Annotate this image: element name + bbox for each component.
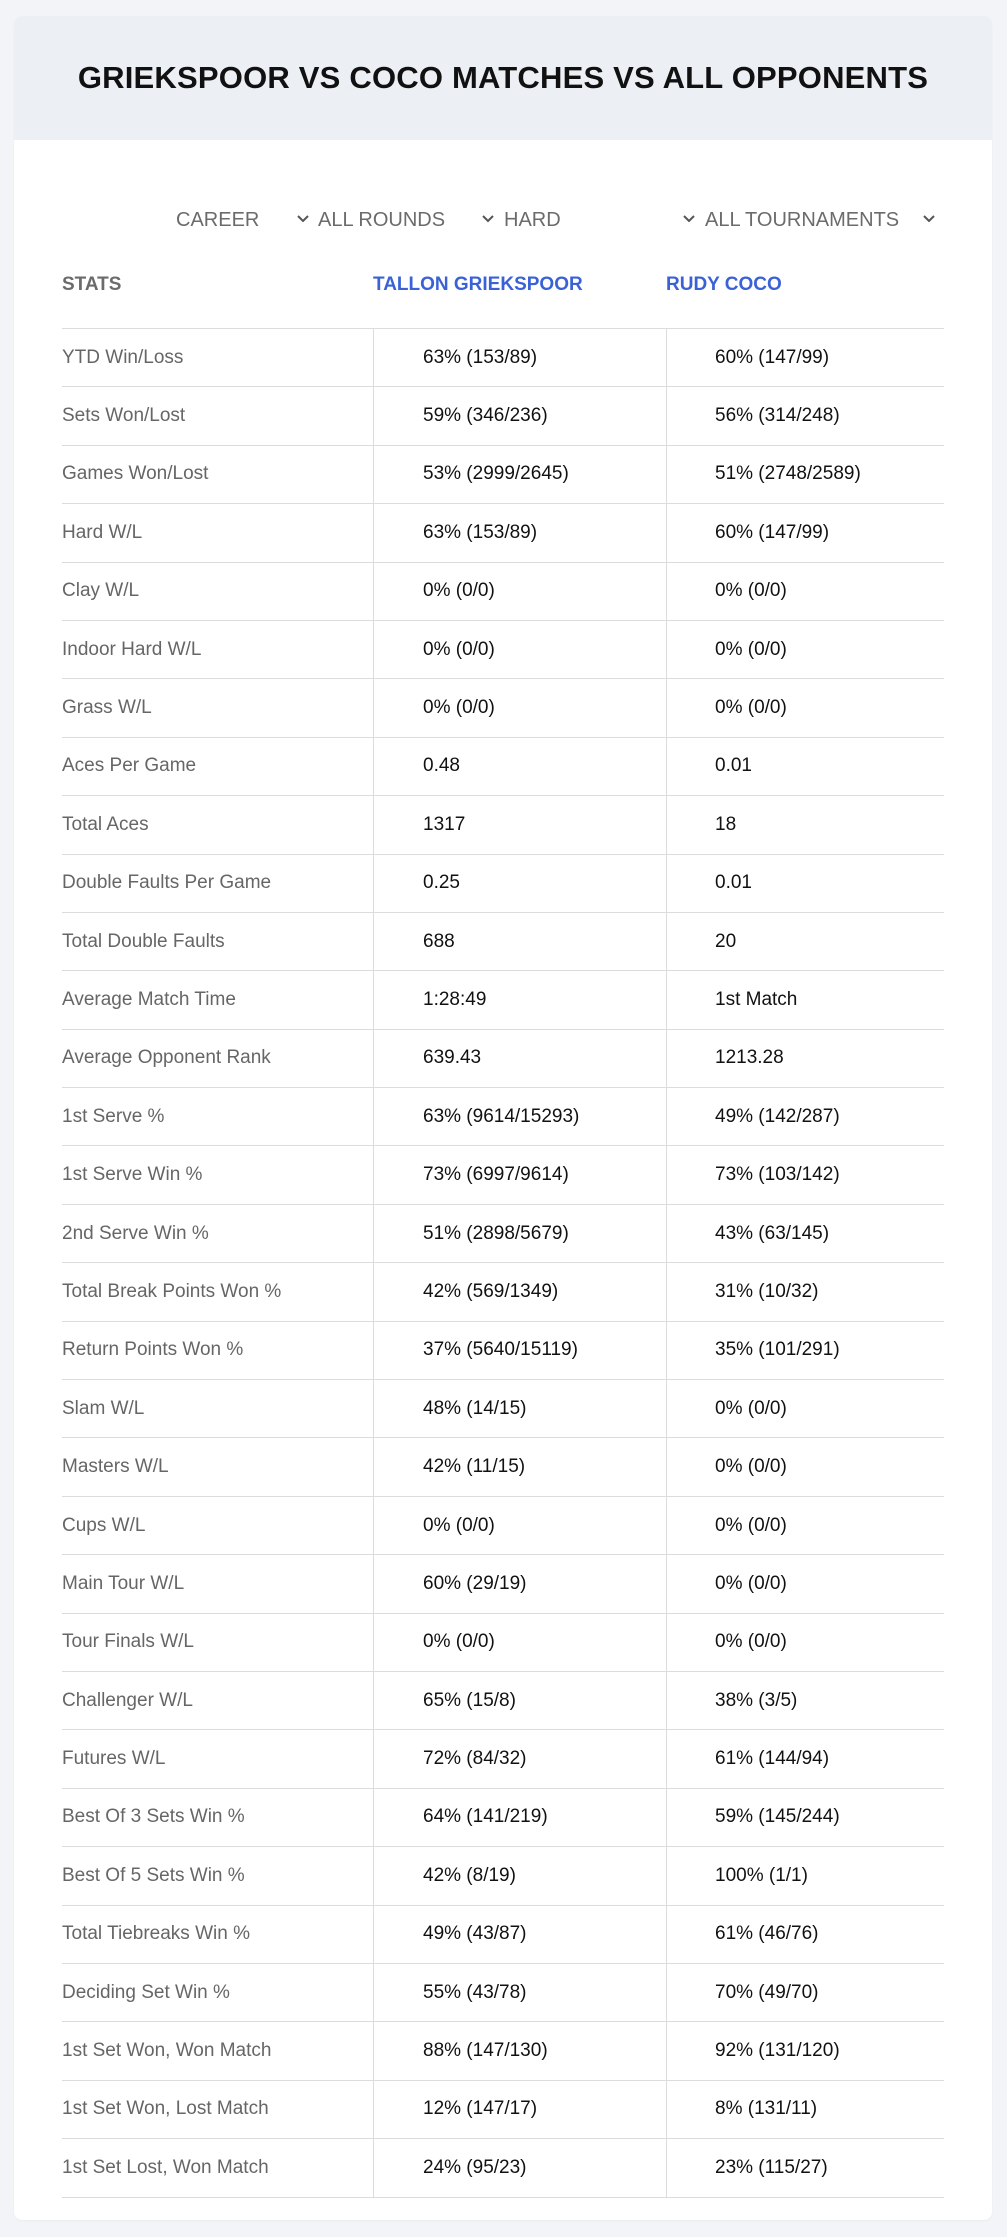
- player2-value: 0% (0/0): [666, 621, 944, 678]
- player1-value: 37% (5640/15119): [373, 1322, 666, 1379]
- table-row: [62, 796, 944, 854]
- filter-bar: [14, 196, 992, 244]
- stat-label: Clay W/L: [62, 580, 140, 602]
- stat-label: Aces Per Game: [62, 755, 197, 777]
- table-row: [62, 1614, 944, 1672]
- stat-label: Average Opponent Rank: [62, 1047, 271, 1069]
- stat-label: 1st Set Won, Won Match: [62, 2040, 272, 2062]
- stat-label: Double Faults Per Game: [62, 872, 272, 894]
- stat-label: 1st Serve %: [62, 1105, 165, 1127]
- player2-value: 20: [666, 913, 944, 970]
- player2-value: 43% (63/145): [666, 1205, 944, 1262]
- player2-value: 0% (0/0): [666, 1438, 944, 1495]
- player2-value: 56% (314/248): [666, 387, 944, 444]
- player2-value: 8% (131/11): [666, 2081, 944, 2138]
- player1-value: 65% (15/8): [373, 1672, 666, 1729]
- comparison-card: [14, 16, 992, 2220]
- stat-label: Cups W/L: [62, 1514, 146, 1536]
- player1-value: 12% (147/17): [373, 2081, 666, 2138]
- stat-label: 1st Serve Win %: [62, 1164, 203, 1186]
- table-row: [62, 621, 944, 679]
- stat-label: Total Break Points Won %: [62, 1280, 282, 1302]
- stat-label: Deciding Set Win %: [62, 1981, 230, 2003]
- player2-link[interactable]: RUDY COCO: [666, 274, 782, 295]
- table-row: [62, 446, 944, 504]
- table-row: [62, 1497, 944, 1555]
- stat-label: Total Aces: [62, 813, 149, 835]
- player1-value: 0% (0/0): [373, 621, 666, 678]
- filter-label: ALL ROUNDS: [318, 208, 446, 231]
- table-row: [62, 563, 944, 621]
- player2-value: 61% (46/76): [666, 1906, 944, 1963]
- stat-label: Return Points Won %: [62, 1339, 244, 1361]
- stat-label: Average Match Time: [62, 988, 236, 1010]
- player1-value: 1:28:49: [373, 971, 666, 1028]
- player1-value: 55% (43/78): [373, 1964, 666, 2021]
- table-row: [62, 1322, 944, 1380]
- tournaments-filter-select[interactable]: [705, 196, 938, 244]
- player2-value: 38% (3/5): [666, 1672, 944, 1729]
- player1-value: 0.25: [373, 855, 666, 912]
- player1-value: 24% (95/23): [373, 2139, 666, 2196]
- table-row: [62, 2081, 944, 2139]
- table-row: [62, 738, 944, 796]
- player1-value: 688: [373, 913, 666, 970]
- player2-value: 0% (0/0): [666, 679, 944, 736]
- filter-label: ALL TOURNAMENTS: [705, 208, 900, 231]
- table-row: [62, 1088, 944, 1146]
- player1-value: 1317: [373, 796, 666, 853]
- player2-value: 35% (101/291): [666, 1322, 944, 1379]
- player1-value: 63% (153/89): [373, 504, 666, 561]
- player2-value: 31% (10/32): [666, 1263, 944, 1320]
- stat-label: Total Double Faults: [62, 930, 225, 952]
- stats-column-header: STATS: [62, 274, 122, 295]
- stat-label: Grass W/L: [62, 697, 152, 719]
- player2-value: 1213.28: [666, 1030, 944, 1087]
- player2-value: 0% (0/0): [666, 563, 944, 620]
- table-row: [62, 1205, 944, 1263]
- stat-label: Tour Finals W/L: [62, 1631, 194, 1653]
- player1-value: 64% (141/219): [373, 1789, 666, 1846]
- career-filter-select[interactable]: [176, 196, 312, 244]
- stat-label: 1st Set Won, Lost Match: [62, 2098, 269, 2120]
- player1-value: 72% (84/32): [373, 1730, 666, 1787]
- player1-value: 0% (0/0): [373, 1614, 666, 1671]
- stat-label: Total Tiebreaks Win %: [62, 1923, 250, 1945]
- chevron-down-icon: [294, 210, 312, 228]
- table-row: [62, 1847, 944, 1905]
- table-body: [62, 329, 944, 2198]
- player1-value: 0.48: [373, 738, 666, 795]
- player2-value: 0% (0/0): [666, 1380, 944, 1437]
- player2-value: 92% (131/120): [666, 2022, 944, 2079]
- player1-value: 42% (11/15): [373, 1438, 666, 1495]
- table-row: [62, 504, 944, 562]
- player1-link[interactable]: TALLON GRIEKSPOOR: [373, 274, 583, 295]
- stat-label: Masters W/L: [62, 1456, 169, 1478]
- player1-value: 0% (0/0): [373, 679, 666, 736]
- player2-value: 0.01: [666, 738, 944, 795]
- table-row: [62, 971, 944, 1029]
- table-row: [62, 329, 944, 387]
- filter-label: CAREER: [176, 208, 260, 231]
- player2-value: 60% (147/99): [666, 329, 944, 386]
- stat-label: Sets Won/Lost: [62, 405, 186, 427]
- chevron-down-icon: [920, 210, 938, 228]
- player2-value: 59% (145/244): [666, 1789, 944, 1846]
- table-row: [62, 1380, 944, 1438]
- page-header: [14, 16, 992, 140]
- table-row: [62, 1964, 944, 2022]
- chevron-down-icon: [680, 210, 698, 228]
- stat-label: 2nd Serve Win %: [62, 1222, 209, 1244]
- table-header: [62, 252, 944, 329]
- table-row: [62, 2139, 944, 2197]
- player1-value: 63% (153/89): [373, 329, 666, 386]
- player1-value: 88% (147/130): [373, 2022, 666, 2079]
- player2-value: 0% (0/0): [666, 1497, 944, 1554]
- player2-value: 0% (0/0): [666, 1614, 944, 1671]
- stat-label: Indoor Hard W/L: [62, 638, 202, 660]
- player2-value: 100% (1/1): [666, 1847, 944, 1904]
- player2-value: 1st Match: [666, 971, 944, 1028]
- player2-value: 73% (103/142): [666, 1146, 944, 1203]
- stat-label: Hard W/L: [62, 521, 143, 543]
- player2-value: 60% (147/99): [666, 504, 944, 561]
- table-row: [62, 1906, 944, 1964]
- stat-label: 1st Set Lost, Won Match: [62, 2156, 269, 2178]
- table-row: [62, 1789, 944, 1847]
- table-row: [62, 1146, 944, 1204]
- player1-value: 42% (569/1349): [373, 1263, 666, 1320]
- stat-label: Best Of 3 Sets Win %: [62, 1806, 245, 1828]
- table-row: [62, 2022, 944, 2080]
- player1-value: 73% (6997/9614): [373, 1146, 666, 1203]
- player1-value: 639.43: [373, 1030, 666, 1087]
- player1-value: 0% (0/0): [373, 1497, 666, 1554]
- filter-label: HARD: [504, 208, 561, 231]
- stat-label: Futures W/L: [62, 1748, 166, 1770]
- stat-label: YTD Win/Loss: [62, 346, 184, 368]
- table-row: [62, 1030, 944, 1088]
- table-row: [62, 1555, 944, 1613]
- table-row: [62, 855, 944, 913]
- player1-value: 60% (29/19): [373, 1555, 666, 1612]
- stat-label: Best Of 5 Sets Win %: [62, 1864, 245, 1886]
- player2-value: 49% (142/287): [666, 1088, 944, 1145]
- player2-value: 23% (115/27): [666, 2139, 944, 2196]
- player1-value: 51% (2898/5679): [373, 1205, 666, 1262]
- player1-value: 49% (43/87): [373, 1906, 666, 1963]
- table-row: [62, 679, 944, 737]
- player1-value: 48% (14/15): [373, 1380, 666, 1437]
- table-row: [62, 1438, 944, 1496]
- stat-label: Main Tour W/L: [62, 1572, 185, 1594]
- player1-value: 53% (2999/2645): [373, 446, 666, 503]
- stats-table: [62, 252, 944, 2198]
- table-row: [62, 387, 944, 445]
- player1-value: 42% (8/19): [373, 1847, 666, 1904]
- player2-value: 0% (0/0): [666, 1555, 944, 1612]
- player2-value: 51% (2748/2589): [666, 446, 944, 503]
- player1-value: 0% (0/0): [373, 563, 666, 620]
- player2-value: 0.01: [666, 855, 944, 912]
- chevron-down-icon: [479, 210, 497, 228]
- player2-value: 61% (144/94): [666, 1730, 944, 1787]
- player2-value: 18: [666, 796, 944, 853]
- rounds-filter-select[interactable]: [318, 196, 497, 244]
- table-row: [62, 913, 944, 971]
- table-row: [62, 1730, 944, 1788]
- page-title: GRIEKSPOOR VS COCO MATCHES VS ALL OPPONENTS: [77, 60, 929, 95]
- player1-value: 63% (9614/15293): [373, 1088, 666, 1145]
- table-row: [62, 1672, 944, 1730]
- stat-label: Slam W/L: [62, 1397, 145, 1419]
- stat-label: Challenger W/L: [62, 1689, 193, 1711]
- surface-filter-select[interactable]: [504, 196, 698, 244]
- player1-value: 59% (346/236): [373, 387, 666, 444]
- stat-label: Games Won/Lost: [62, 463, 209, 485]
- table-row: [62, 1263, 944, 1321]
- player2-value: 70% (49/70): [666, 1964, 944, 2021]
